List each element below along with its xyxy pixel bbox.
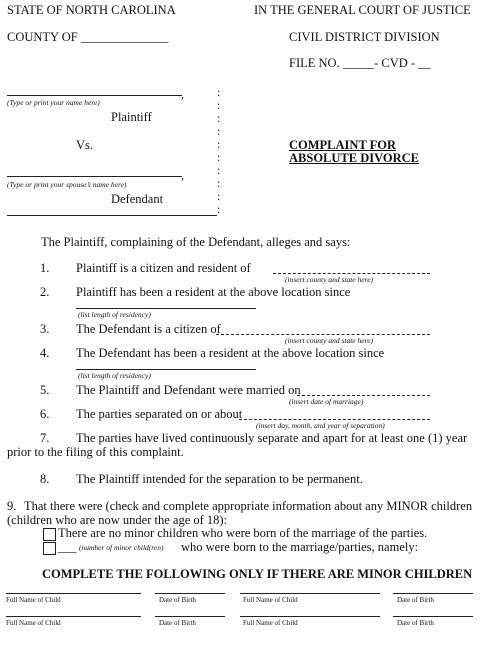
- item-number: 9.: [7, 499, 17, 513]
- division-label: CIVIL DISTRICT DIVISION: [289, 30, 440, 44]
- item-number: 6.: [40, 407, 50, 421]
- no-minor-children-checkbox[interactable]: [43, 528, 56, 541]
- defendant-residency-length-field[interactable]: [76, 369, 256, 370]
- caption-bottom-line: [7, 215, 217, 216]
- item-text: The Defendant is a citizen of: [76, 322, 221, 336]
- complaint-title-1: COMPLAINT FOR: [289, 138, 397, 152]
- child-dob-label: Date of Birth: [397, 596, 434, 604]
- child-name-field[interactable]: [6, 616, 141, 617]
- item-number: 4.: [40, 346, 50, 360]
- item-text: The Plaintiff and Defendant were married on: [76, 383, 301, 397]
- child-name-label: Full Name of Child: [6, 619, 61, 627]
- children-heading: COMPLETE THE FOLLOWING ONLY IF THERE ARE MINOR CHILDREN: [42, 567, 473, 581]
- child-name-field[interactable]: [240, 616, 380, 617]
- plaintiff-hint: (Type or print your name here): [7, 98, 100, 107]
- item-text: The Defendant has been a resident at the above location since: [76, 346, 385, 360]
- item-number: 1.: [40, 261, 50, 275]
- item-text: Plaintiff has been a resident at the above location since: [76, 285, 351, 299]
- complaint-title-2: ABSOLUTE DIVORCE: [289, 151, 419, 165]
- defendant-label: Defendant: [111, 192, 164, 206]
- item-hint: (insert date of marriage): [289, 397, 364, 406]
- child-name-label: Full Name of Child: [6, 596, 61, 604]
- child-dob-label: Date of Birth: [397, 619, 434, 627]
- defendant-name-line[interactable]: [7, 176, 182, 177]
- child-name-label: Full Name of Child: [243, 619, 298, 627]
- residency-length-field[interactable]: [76, 308, 256, 309]
- plaintiff-name-line[interactable]: [7, 95, 182, 96]
- separation-date-field[interactable]: [239, 419, 430, 420]
- item-hint: (list length of residency): [78, 310, 151, 319]
- minor-children-count-field[interactable]: ___: [58, 540, 77, 554]
- item-text: That there were (check and complete appropriate information about any MINOR children: [24, 499, 473, 513]
- child-name-field[interactable]: [240, 593, 380, 594]
- caption-colon-column: : : : : : : : : : :: [217, 85, 221, 216]
- child-dob-field[interactable]: [393, 616, 473, 617]
- child-name-field[interactable]: [6, 593, 141, 594]
- child-dob-field[interactable]: [155, 593, 225, 594]
- plaintiff-label: Plaintiff: [111, 110, 152, 124]
- item-number: 3.: [40, 322, 50, 336]
- item-hint: (insert day, month, and year of separation): [256, 421, 385, 430]
- county-label[interactable]: COUNTY OF ______________: [7, 30, 169, 44]
- court-label: IN THE GENERAL COURT OF JUSTICE: [254, 3, 471, 17]
- file-number[interactable]: FILE NO. _____- CVD - __: [289, 56, 431, 70]
- item-hint: (insert county and state here): [285, 336, 374, 345]
- item-text: prior to the filing of this complaint.: [7, 445, 184, 459]
- residence-field[interactable]: [273, 273, 430, 274]
- item-text: The parties have lived continuously separate and apart for at least one (1) year: [76, 431, 468, 445]
- minor-children-checkbox[interactable]: [43, 542, 56, 555]
- item-number: 8.: [40, 472, 50, 486]
- child-dob-field[interactable]: [393, 593, 473, 594]
- child-dob-label: Date of Birth: [159, 596, 196, 604]
- minor-children-label: who were born to the marriage/parties, namely:: [181, 540, 419, 554]
- defendant-citizenship-field[interactable]: [216, 334, 430, 335]
- item-text: (children who are now under the age of 18):: [7, 513, 228, 527]
- no-minor-children-label: There are no minor children who were born of the marriage of the parties.: [58, 526, 428, 540]
- item-text: The Plaintiff intended for the separation to be permanent.: [76, 472, 363, 486]
- minor-children-count-hint: (number of minor child(ren): [79, 543, 164, 552]
- marriage-date-field[interactable]: [297, 395, 430, 396]
- item-hint: (insert county and state here): [285, 275, 374, 284]
- state-label: STATE OF NORTH CAROLINA: [7, 3, 176, 17]
- child-name-label: Full Name of Child: [243, 596, 298, 604]
- item-text: The parties separated on or about: [76, 407, 243, 421]
- defendant-hint: (Type or print your spouse’s name here): [7, 180, 127, 189]
- item-number: 2.: [40, 285, 50, 299]
- child-dob-label: Date of Birth: [159, 619, 196, 627]
- item-text: Plaintiff is a citizen and resident of: [76, 261, 251, 275]
- child-dob-field[interactable]: [155, 616, 225, 617]
- intro-text: The Plaintiff, complaining of the Defendant, alleges and says:: [41, 235, 351, 249]
- item-number: 7.: [40, 431, 50, 445]
- item-number: 5.: [40, 383, 50, 397]
- item-hint: (list length of residency): [78, 371, 151, 380]
- versus-label: Vs.: [76, 138, 94, 152]
